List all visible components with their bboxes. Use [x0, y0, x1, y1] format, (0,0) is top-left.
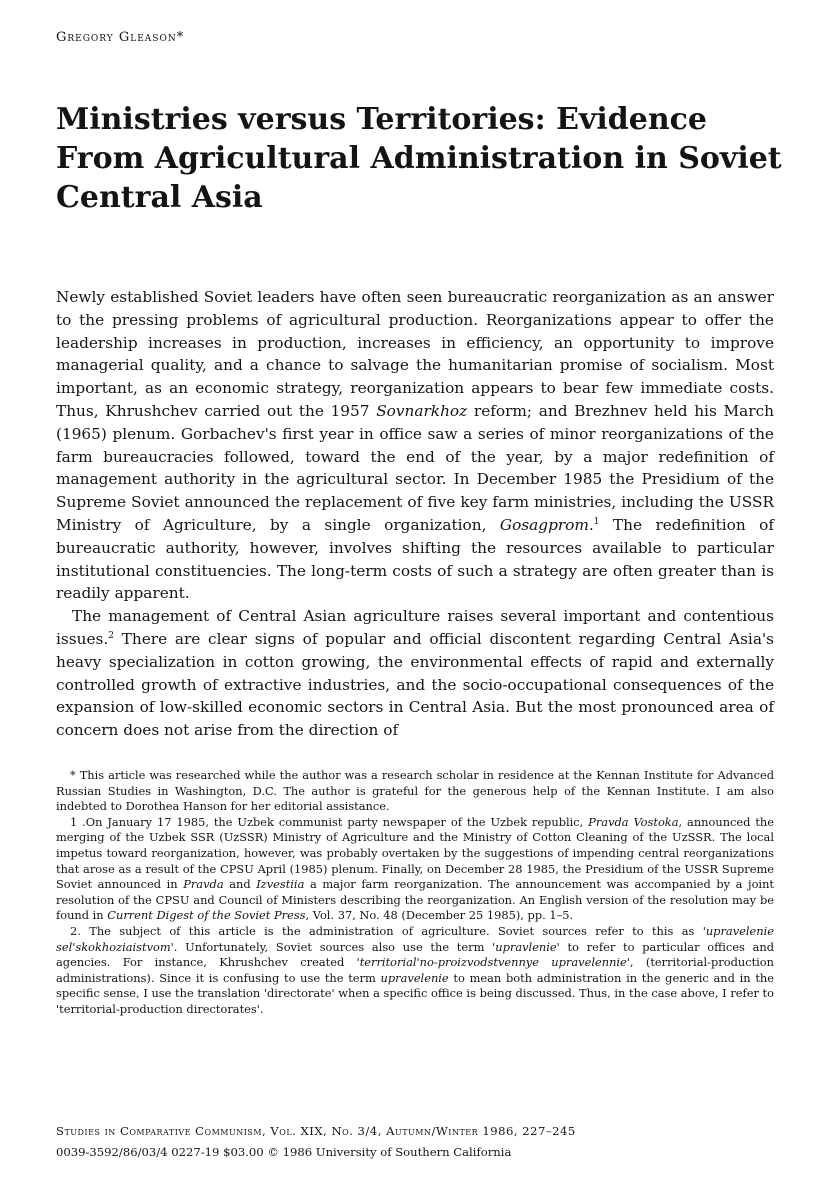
author-name: Gregory Gleason* — [56, 30, 185, 45]
footnote-ref-2: 2 — [108, 630, 114, 641]
journal-reference: Studies in Comparative Communism, Vol. XIX, No. 3/4, Autumn/Winter 1986, 227–245 — [56, 1124, 576, 1138]
footnote-1: 1 .On January 17 1985, the Uzbek communist party newspaper of the Uzbek republic, Pravda Vostoka, announced the merging of the Uzbek SSR (UzSSR) Ministry of Agriculture and the Ministry of Cotton Cleaning of the UzSSR. The local impetus toward reorganization, however, was probably overtaken by the suggestions of impending central reorganizations that arose as a result of the CPSU April (1985) plenum. Finally, on December 28 1985, the Presidium of the USSR Supreme Soviet announced in Pravda and Izvestiia a major farm reorganization. The announcement was accompanied by a joint resolution of the CPSU and Council of Ministers describing the reorganization. An English version of the resolution may be found in Current Digest of the Soviet Press, Vol. 37, No. 48 (December 25 1985), pp. 1–5. — [56, 814, 774, 923]
article-body — [56, 286, 774, 742]
body-paragraph: Newly established Soviet leaders have often seen bureaucratic reorganization as an answer to the pressing problems of agricultural production. Reorganizations appear to offer the leadership increases in production, increases in efficiency, an opportunity to improve managerial quality, and a chance to salvage the humanitarian promise of socialism. Most important, as an economic strategy, reorganization appears to bear few immediate costs. Thus, Khrushchev carried out the 1957 Sovnarkhoz reform; and Brezhnev held his March (1965) plenum. Gorbachev's first year in office saw a series of minor reorganizations of the farm bureaucracies followed, toward the end of the year, by a major redefinition of management authority in the agricultural sector. In December 1985 the Presidium of the Supreme Soviet announced the replacement of five key farm ministries, including the USSR Ministry of Agriculture, by a single organization, Gosagprom.$^1$ The redefinition of bureaucratic authority, however, involves shifting the resources available to particular institutional constituencies. The long-term costs of such a strategy are often greater than is readily apparent. — [56, 288, 774, 603]
copyright-line: 0039-3592/86/03/4 0227-19 $03.00 © 1986 University of Southern California — [56, 1145, 512, 1159]
journal-citation — [56, 1121, 774, 1163]
footnote-star: * This article was researched while the author was a research scholar in residence at the Kennan Institute for Advanced Russian Studies in Washington, D.C. The author is grateful for the generous help of the Kennan Institute. I am also indebted to Dorothea Hanson for her editorial assistance. — [56, 768, 774, 814]
footnote-2: 2. The subject of this article is the administration of agriculture. Soviet sources refer to this as 'upravelenie sel'skokhoziaistvom'. Unfortunately, Soviet sources also use the term 'upravlenie' to refer to particular offices and agencies. For instance, Khrushchev created 'territorial'no-proizvodstvennye upravelennie', (territorial-production administrations). Since it is confusing to use the term upravelenie to mean both administration in the generic and in the specific sense, I use the translation 'directorate' when a specific office is being discussed. Thus, in the case above, I refer to 'territorial-production directorates'. — [56, 923, 774, 1016]
article-title: Ministries versus Territories: Evidence From Agricultural Administration in Soviet Central Asia — [56, 102, 782, 215]
footnote-ref-1: 1 — [593, 516, 600, 527]
footnotes — [56, 768, 774, 1018]
body-paragraph: The management of Central Asian agriculture raises several important and contentious issues.$^2$ There are clear signs of popular and official discontent regarding Central Asia's heavy specialization in cotton growing, the environmental effects of rapid and externally controlled growth of extractive industries, and the socio-occupational consequences of the expansion of low-skilled economic sectors in Central Asia. But the most pronounced area of concern does not arise from the direction of — [56, 607, 774, 740]
